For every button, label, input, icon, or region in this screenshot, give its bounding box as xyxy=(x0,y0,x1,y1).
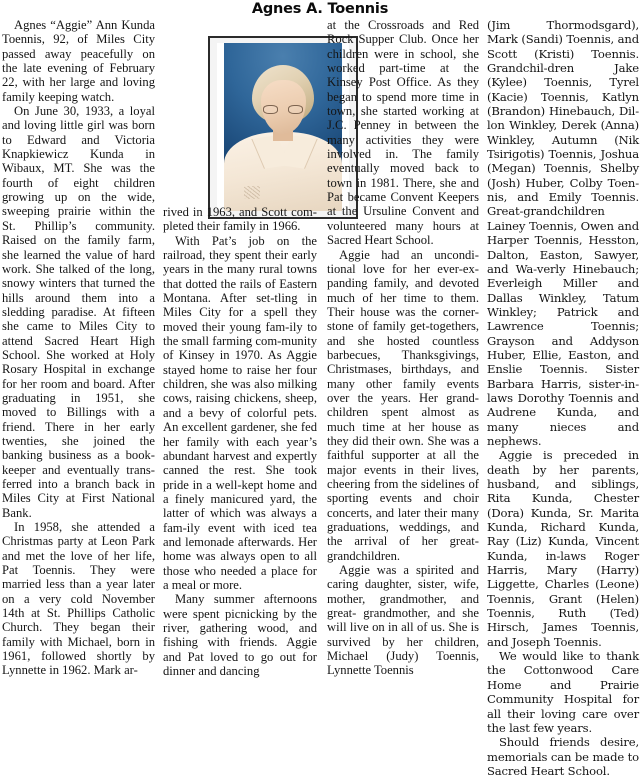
portrait-blouse-emblem xyxy=(244,186,260,199)
obituary-column-2 xyxy=(163,205,317,678)
paragraph: Agnes “Aggie” Ann Kunda Toennis, 92, of Miles City passed away peacefully on the late evening of February 22, with her large and loving family keeping watch. xyxy=(2,18,155,104)
paragraph: at the Crossroads and Red Rock Supper Club. Once her children were in school, she worked part-time at the Kinsey Post Office. As they began to spend more time in town, she started working at J.C. Penney in between the many activities they were involved in. The family eventually moved back to town in 1981. There, she and Pat became Convent Keepers at the Ursuline Convent and volunteered many hours at Sacred Heart School. xyxy=(327,18,479,248)
portrait-image xyxy=(224,43,342,211)
paragraph: Aggie was a spirited and caring daughter, sister, wife, mother, grandmother, and great- grandmother, and she will live on in all of us. She is survived by her children, Michael (Judy) Toennis, Lynnette Toennis xyxy=(327,563,479,678)
paragraph: rived in 1963, and Scott com-pleted their family in 1966. xyxy=(163,205,317,234)
obituary-column-3 xyxy=(327,18,479,678)
page-title: Agnes A. Toennis xyxy=(251,1,389,17)
portrait-blouse xyxy=(224,132,342,211)
obituary-column-4 xyxy=(487,18,639,778)
paragraph: With Pat’s job on the railroad, they spent their early years in the many rural towns that dotted the rails of Eastern Montana. After set-tling in Miles City for a spell they moved their young fam-ily to the small farming com-munity of Kinsey in 1970. As Aggie stayed home to raise her four children, she was also milking cows, raising chickens, sheep, and a bevy of colorful pets. An excellent gardener, she fed her family with each year’s abundant harvest and expertly canned the rest. She took pride in a well-kept home and a finely manicured yard, the latter of which was always a fam-ily event with iced tea and lemonade afterwards. Her home was always open to all those who needed a place for a meal or more. xyxy=(163,233,317,592)
paragraph: Aggie is preceded in death by her parents, husband, and siblings, Rita Kunda, Chester (Dora) Kunda, Sr. Marita Kunda, Richard Kunda, Ray (Liz) Kunda, Vincent Kunda, in-laws Roger Harris, Mary (Harry) Liggette, Charles (Leone) Toennis, Grant (Helen) Toennis, Ruth (Ted) Hirsch, James Toennis, and Joseph Toennis. xyxy=(487,448,639,649)
obituary-column-1 xyxy=(2,18,155,678)
paragraph: (Jim Thormodsgard), Mark (Sandi) Toennis, and Scott (Kristi) Toennis. Grandchil-dren Jake (Kylee) Toennis, Tyrel (Kacie) Toennis, Katlyn (Brandon) Hinebauch, Dil-lon Winkley, Derek (Anna) Winkley, Autumn (Nik Tsirigotis) Toennis, Joshua (Megan) Toennis, Shelby (Josh) Huber, Colby Toen-nis, and Emily Toennis. Great-grandchildren Lainey Toennis, Owen and Harper Toennis, Hesston, Dalton, Easton, Sawyer, and Wa-verly Hinebauch; Everleigh Miller and Dallas Winkley, Tatum Winkley; Patrick and Lawrence Toennis; Grayson and Addyson Huber, Ellie, Easton, and Enslie Toennis. Sister Barbara Harris, sister-in-laws Dorothy Toennis and Audrene Kunda, and many nieces and nephews. xyxy=(487,18,639,448)
eyeglasses-icon xyxy=(263,105,303,114)
paragraph: Should friends desire, memorials can be made to Sacred Heart School. xyxy=(487,735,639,778)
paragraph: Many summer afternoons were spent picnicking by the river, gathering wood, and fishing with friends. Aggie and Pat loved to go out for dinner and dancing xyxy=(163,592,317,678)
paragraph: On June 30, 1933, a loyal and loving little girl was born to Edward and Victoria Knapkiewicz Kunda in Wibaux, MT. She was the fourth of eight children growing up on the wide, sweeping prairie within the St. Phillip’s community. Raised on the family farm, she learned the value of hard work. She talked of the long, snowy winters that turned the hills around them into a sledding paradise. At fifteen she came to Miles City to attend Sacred Heart High School. She worked at Holy Rosary Hospital in exchange for her room and board. After graduating in 1951, she moved to Billings with a friend. There in her early twenties, she joined the banking business as a book-keeper and eventually trans-ferred into a branch back in Miles City at First National Bank. xyxy=(2,104,155,520)
paragraph: We would like to thank the Cottonwood Care Home and Prairie Community Hospital for all their loving care over the last few years. xyxy=(487,649,639,735)
paragraph: In 1958, she attended a Christmas party at Leon Park and met the love of her life, Pat Toennis. They were married less than a year later on a very cold November 14th at St. Phillips Catholic Church. They began their family with Michael, born in 1961, followed shortly by Lynnette in 1962. Mark ar- xyxy=(2,520,155,678)
paragraph: Aggie had an uncondi-tional love for her ever-ex-panding family, and devoted much of her time to them. Their house was the corner-stone of family get-togethers, and she hosted countless barbecues, Thanksgivings, Christmases, birthdays, and many other family events over the years. Her grand-children spent almost as much time at her house as they did their own. She was a faithful supporter at all the major events in their lives, cheering from the sidelines of sporting events and choir concerts, and later their many graduations, weddings, and the arrival of her great-grandchildren. xyxy=(327,247,479,563)
